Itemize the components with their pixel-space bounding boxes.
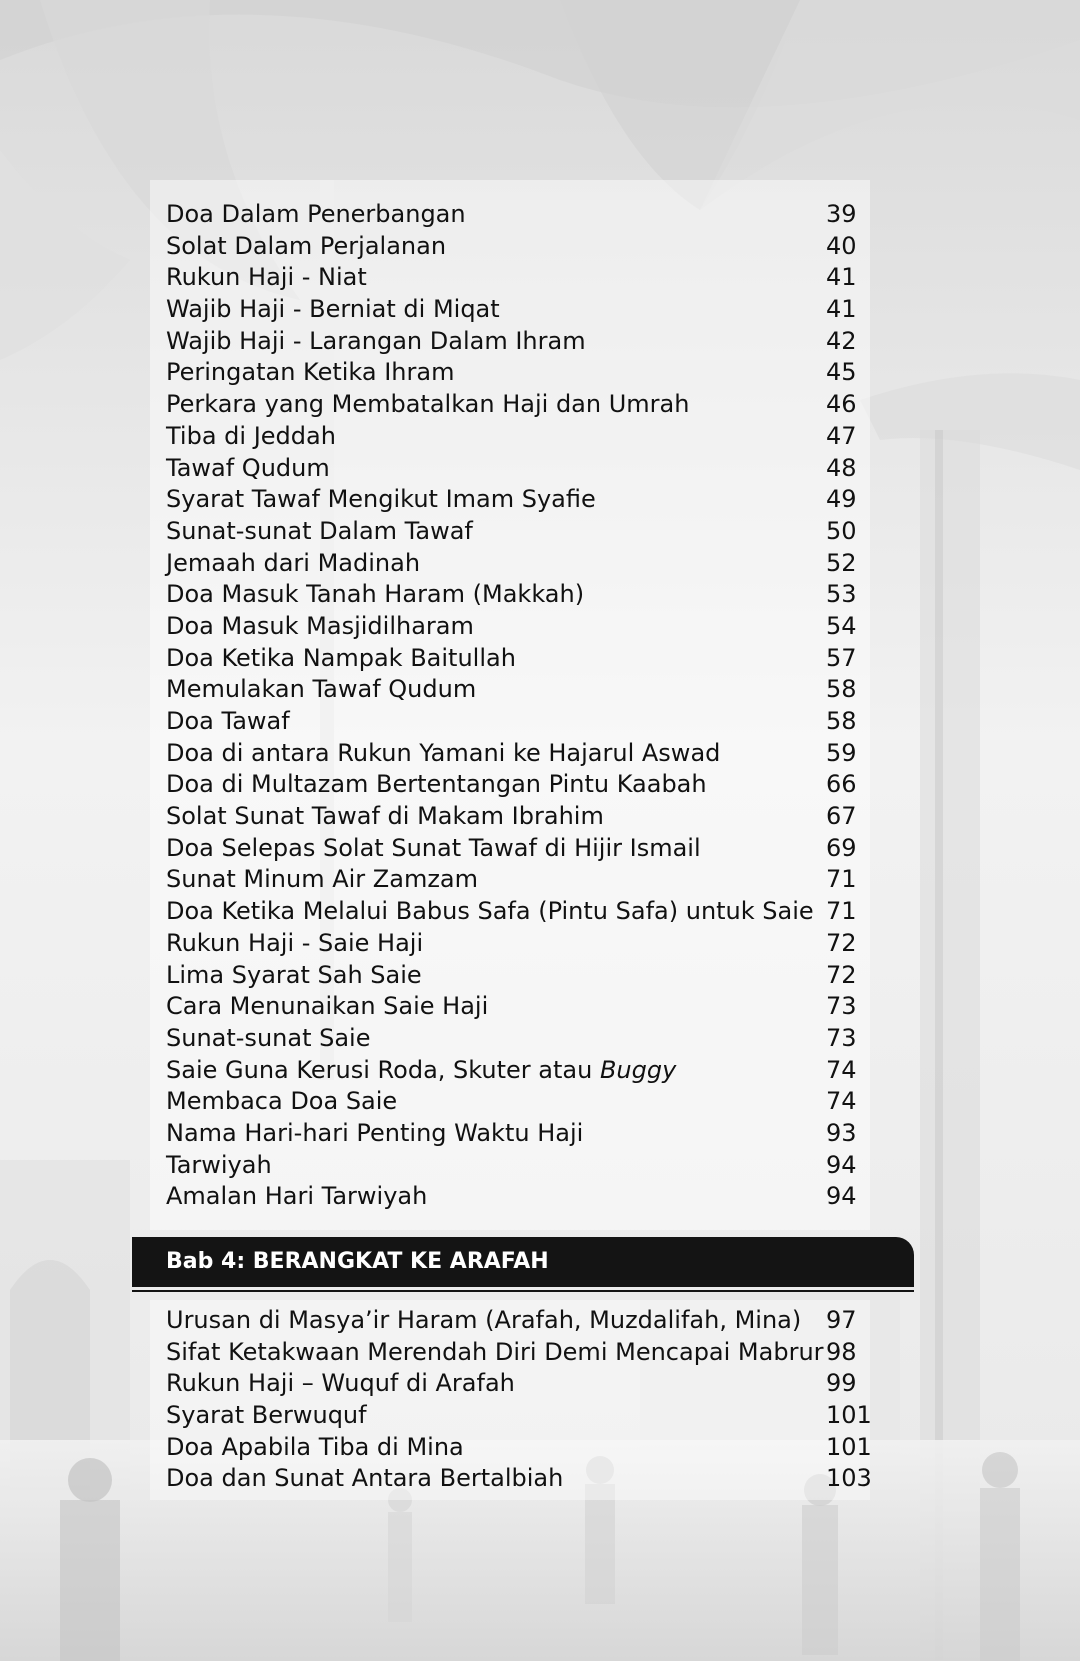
toc-entry-title: [166, 1055, 676, 1087]
toc-entry-title: [166, 484, 596, 516]
toc-list-chapter4: [166, 1305, 872, 1495]
toc-entry-title: [166, 706, 290, 738]
toc-entry: [166, 991, 866, 1023]
toc-entry: [166, 1086, 866, 1118]
toc-entry: [166, 484, 866, 516]
toc-entry: [166, 1400, 872, 1432]
toc-entry-title: [166, 1150, 272, 1182]
toc-entry-page-number: 73: [826, 992, 857, 1021]
toc-entry-title: [166, 1400, 367, 1432]
toc-entry-page-number: 97: [826, 1306, 857, 1334]
chapter-heading-bar: [132, 1237, 914, 1287]
toc-entry-title-text: Cara Menunaikan Saie Haji: [166, 992, 489, 1021]
toc-entry-title-text: Syarat Tawaf Mengikut Imam Syafie: [166, 485, 596, 514]
toc-entry: [166, 1023, 866, 1055]
toc-entry-page-number: 74: [826, 1055, 857, 1084]
toc-entry-page-number: 59: [826, 738, 857, 767]
toc-entry: [166, 960, 866, 992]
toc-entry-title: [166, 643, 516, 675]
toc-entry-title: [166, 674, 476, 706]
toc-entry: [166, 1368, 866, 1400]
toc-entry-page-number: 54: [826, 611, 857, 640]
toc-entry-title-text: Syarat Berwuquf: [166, 1401, 367, 1430]
toc-entry-page-number: 48: [826, 453, 857, 482]
toc-entry-title-text: Sunat-sunat Saie: [166, 1023, 371, 1052]
toc-entry-page-number: 39: [826, 200, 857, 228]
toc-entry-page-number: 101: [826, 1432, 872, 1461]
toc-entry-title-text: Doa Tawaf: [166, 707, 290, 735]
toc-entry-title: [166, 928, 423, 960]
toc-entry-title-text: Urusan di Masya’ir Haram (Arafah, Muzdalifah, Mina): [166, 1306, 802, 1334]
toc-entry: [166, 262, 866, 294]
toc-entry: [166, 1432, 872, 1464]
toc-entry-title: [166, 1181, 427, 1213]
toc-entry-title-text: Tawaf Qudum: [166, 453, 330, 482]
toc-entry: [166, 516, 866, 548]
toc-entry-title-text: Wajib Haji - Berniat di Miqat: [166, 295, 500, 324]
toc-entry-page-number: 58: [826, 675, 857, 704]
toc-entry-title-text: Doa dan Sunat Antara Bertalbiah: [166, 1464, 564, 1493]
toc-entry: [166, 864, 866, 896]
toc-entry-title-text: Rukun Haji – Wuquf di Arafah: [166, 1369, 515, 1398]
toc-entry: [166, 738, 866, 770]
toc-entry-title: [166, 262, 367, 294]
toc-entry-title: [166, 1086, 397, 1118]
toc-entry-title: [166, 421, 336, 453]
toc-entry-page-number: 69: [826, 833, 857, 862]
toc-entry-title: [166, 389, 689, 421]
toc-entry: [166, 421, 866, 453]
toc-entry-page-number: 50: [826, 516, 857, 545]
toc-entry-title-text: Tarwiyah: [166, 1150, 272, 1179]
toc-entry-page-number: 52: [826, 548, 857, 577]
toc-entry: [166, 1118, 866, 1150]
toc-entry-page-number: 46: [826, 390, 857, 419]
toc-entry: [166, 1337, 866, 1369]
chapter-heading-underline: [132, 1290, 914, 1292]
toc-entry-page-number: 93: [826, 1118, 857, 1147]
toc-entry-title-text: Memulakan Tawaf Qudum: [166, 675, 477, 704]
toc-entry-title: [166, 738, 720, 770]
toc-entry-page-number: 74: [826, 1087, 857, 1116]
toc-entry-title: [166, 1432, 464, 1464]
toc-entry-title-text: Jemaah dari Madinah: [166, 548, 421, 577]
toc-entry: [166, 928, 866, 960]
toc-entry-title: [166, 326, 586, 358]
toc-entry-page-number: 57: [826, 643, 857, 672]
toc-entry-title: [166, 1305, 801, 1337]
toc-entry-title-text: Doa Selepas Solat Sunat Tawaf di Hijir Ismail: [166, 833, 701, 862]
toc-entry-title-text: Wajib Haji - Larangan Dalam Ihram: [166, 326, 586, 355]
toc-entry: [166, 611, 866, 643]
toc-entry-page-number: 41: [826, 295, 857, 324]
toc-entry-page-number: 98: [826, 1337, 857, 1366]
toc-entry-page-number: 71: [826, 865, 857, 894]
toc-entry: [166, 326, 866, 358]
toc-entry-page-number: 66: [826, 770, 857, 799]
toc-entry: [166, 579, 866, 611]
toc-entry-page-number: 47: [826, 421, 857, 450]
toc-entry-page-number: 58: [826, 707, 857, 735]
toc-entry-title: [166, 991, 488, 1023]
toc-entry-title-text: Perkara yang Membatalkan Haji dan Umrah: [166, 390, 690, 419]
toc-entry: [166, 453, 866, 485]
toc-entry-page-number: 72: [826, 960, 857, 989]
toc-entry-title-text: Doa Ketika Nampak Baitullah: [166, 643, 516, 672]
chapter-heading: Bab 4: BERANGKAT KE ARAFAH: [166, 1249, 549, 1274]
toc-entry: [166, 801, 866, 833]
toc-entry: [166, 1150, 866, 1182]
toc-entry-title: [166, 1368, 515, 1400]
toc-entry-title-text: Doa di antara Rukun Yamani ke Hajarul Aswad: [166, 738, 721, 767]
toc-entry-title-text: Peringatan Ketika Ihram: [166, 358, 455, 387]
toc-entry-title-text: Doa Ketika Melalui Babus Safa (Pintu Safa) untuk Saie: [166, 897, 814, 926]
toc-entry-title-italic: Buggy: [599, 1055, 677, 1084]
toc-entry-page-number: 94: [826, 1182, 857, 1211]
toc-entry-title: [166, 579, 584, 611]
toc-entry: [166, 643, 866, 675]
toc-entry-title: [166, 1337, 824, 1369]
toc-entry-page-number: 101: [826, 1401, 872, 1430]
toc-entry: [166, 231, 866, 263]
toc-entry-page-number: 99: [826, 1369, 857, 1398]
toc-entry-title: [166, 516, 473, 548]
toc-entry-page-number: 49: [826, 485, 857, 514]
toc-entry-title-text: Doa Masuk Tanah Haram (Makkah): [166, 580, 585, 609]
toc-entry-page-number: 73: [826, 1023, 857, 1052]
toc-entry-title: [166, 801, 604, 833]
toc-entry-page-number: 72: [826, 928, 857, 957]
toc-entry-title: [166, 294, 500, 326]
toc-entry-title-text: Lima Syarat Sah Saie: [166, 960, 422, 989]
toc-entry-title-text: Sunat-sunat Dalam Tawaf: [166, 516, 473, 545]
toc-entry-title: [166, 960, 422, 992]
toc-entry-title: [166, 1118, 583, 1150]
toc-entry-page-number: 42: [826, 326, 857, 355]
toc-entry: [166, 357, 866, 389]
toc-entry-page-number: 67: [826, 802, 857, 831]
toc-entry-title-text: Sunat Minum Air Zamzam: [166, 865, 478, 894]
toc-entry-title: [166, 611, 474, 643]
toc-entry-title-text: Solat Sunat Tawaf di Makam Ibrahim: [166, 802, 604, 831]
toc-entry-title-text: Tiba di Jeddah: [166, 421, 336, 450]
toc-entry: [166, 1055, 866, 1087]
toc-entry-title-text: Solat Dalam Perjalanan: [166, 231, 447, 260]
toc-entry-title: [166, 231, 446, 263]
toc-entry-title-text: Sifat Ketakwaan Merendah Diri Demi Mencapai Mabrur: [166, 1337, 824, 1366]
toc-entry: [166, 674, 866, 706]
toc-entry-title-text: Nama Hari-hari Penting Waktu Haji: [166, 1118, 584, 1147]
toc-entry-title-text: Doa Apabila Tiba di Mina: [166, 1432, 464, 1461]
toc-entry-page-number: 41: [826, 263, 857, 292]
toc-entry: [166, 548, 866, 580]
toc-entry-title: [166, 1463, 563, 1495]
toc-list-continued: [166, 199, 866, 1213]
toc-entry: [166, 199, 866, 231]
toc-entry: [166, 769, 866, 801]
toc-entry-title: [166, 833, 701, 865]
toc-entry-title-text: Doa di Multazam Bertentangan Pintu Kaabah: [166, 770, 707, 799]
toc-entry-title: [166, 199, 466, 231]
toc-entry-title-text: Rukun Haji - Niat: [166, 263, 367, 292]
toc-entry-title: [166, 357, 454, 389]
toc-entry-title-text: Doa Masuk Masjidilharam: [166, 611, 474, 640]
toc-entry: [166, 1305, 866, 1337]
toc-entry-page-number: 94: [826, 1150, 857, 1179]
toc-entry: [166, 1181, 866, 1213]
toc-entry: [166, 389, 866, 421]
toc-entry-title-text: Amalan Hari Tarwiyah: [166, 1182, 428, 1211]
toc-entry: [166, 706, 866, 738]
toc-entry-title: [166, 548, 420, 580]
toc-entry: [166, 833, 866, 865]
toc-entry-title-text: Rukun Haji - Saie Haji: [166, 928, 424, 957]
toc-entry-title: [166, 769, 707, 801]
toc-entry: [166, 1463, 872, 1495]
toc-entry-title: [166, 864, 478, 896]
toc-entry-title-text: Membaca Doa Saie: [166, 1087, 398, 1116]
toc-entry-page-number: 103: [826, 1464, 872, 1493]
toc-entry: [166, 896, 866, 928]
toc-entry-page-number: 45: [826, 358, 857, 387]
toc-entry-title-text: Doa Dalam Penerbangan: [166, 200, 466, 228]
toc-entry-title: [166, 1023, 370, 1055]
toc-entry-page-number: 53: [826, 580, 857, 609]
toc-entry-page-number: 40: [826, 231, 857, 260]
toc-entry-title: [166, 453, 330, 485]
toc-entry-page-number: 71: [826, 897, 857, 926]
toc-entry: [166, 294, 866, 326]
toc-entry-title-text: Saie Guna Kerusi Roda, Skuter atau: [166, 1055, 600, 1084]
toc-entry-title: [166, 896, 814, 928]
